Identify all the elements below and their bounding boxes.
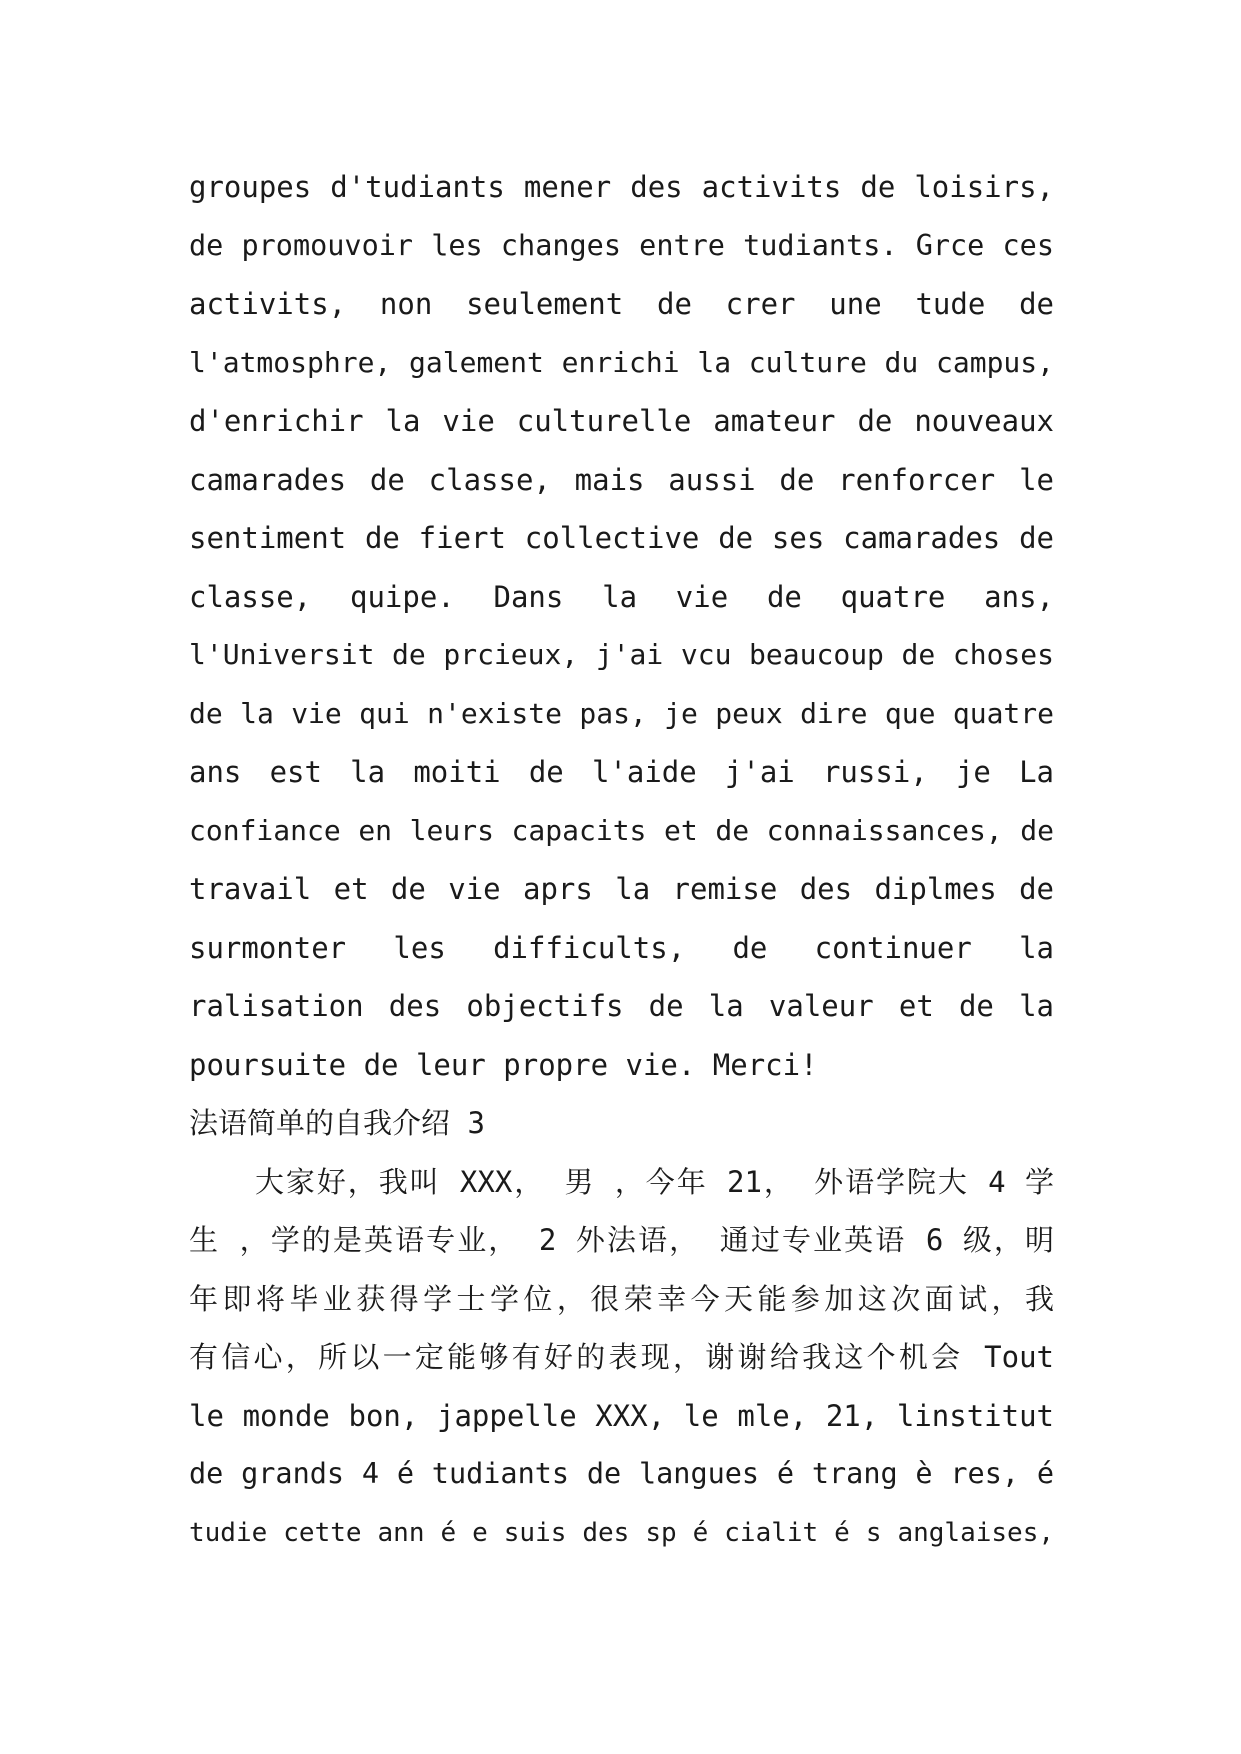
text-line: 有信心，所以一定能够有好的表现，谢谢给我这个机会 Tout xyxy=(189,1340,1054,1374)
text-line: confiance en leurs capacits et de connaissances, de xyxy=(189,813,1054,847)
document-body xyxy=(189,158,1054,1562)
text-line: d'enrichir la vie culturelle amateur de nouveaux xyxy=(189,404,1054,438)
paragraph-french-closing xyxy=(189,158,1054,1094)
text-line: de la vie qui n'existe pas, je peux dire que quatre xyxy=(189,696,1054,730)
text-line: activits, non seulement de crer une tude de xyxy=(189,287,1054,321)
text-line-last: poursuite de leur propre vie. Merci! xyxy=(189,1047,818,1082)
text-line: 生 ，学的是英语专业， 2 外法语， 通过专业英语 6 级，明 xyxy=(189,1223,1054,1257)
text-line: ralisation des objectifs de la valeur et de la xyxy=(189,989,1054,1023)
text-line: tudie cette ann é e suis des sp é cialit é s anglaises, xyxy=(189,1517,1054,1548)
text-line: le monde bon, jappelle XXX, le mle, 21, linstitut xyxy=(189,1398,1054,1433)
text-line: l'Universit de prcieux, j'ai vcu beaucoup de choses xyxy=(189,638,1054,671)
paragraph-self-introduction xyxy=(189,1153,1054,1563)
text-line-first: 大家好，我叫 XXX， 男 ，今年 21， 外语学院大 4 学 xyxy=(255,1164,1054,1199)
text-line: ans est la moiti de l'aide j'ai russi, je La xyxy=(189,755,1054,789)
text-line: travail et de vie aprs la remise des diplmes de xyxy=(189,872,1054,906)
text-line: camarades de classe, mais aussi de renforcer le xyxy=(189,462,1054,497)
text-line: surmonter les difficults, de continuer la xyxy=(189,930,1054,965)
text-line: classe, quipe. Dans la vie de quatre ans, xyxy=(189,579,1054,614)
text-line: l'atmosphre, galement enrichi la culture du campus, xyxy=(189,345,1054,379)
text-line: de grands 4 é tudiants de langues é trang è res, é xyxy=(189,1457,1054,1490)
section-heading: 法语简单的自我介绍 3 xyxy=(189,1106,485,1140)
text-line: sentiment de fiert collective de ses camarades de xyxy=(189,521,1054,555)
text-line: groupes d'tudiants mener des activits de loisirs, xyxy=(189,170,1054,204)
text-line: 年即将毕业获得学士学位，很荣幸今天能参加这次面试，我 xyxy=(189,1281,1054,1316)
text-line: de promouvoir les changes entre tudiants. Grce ces xyxy=(189,228,1054,262)
